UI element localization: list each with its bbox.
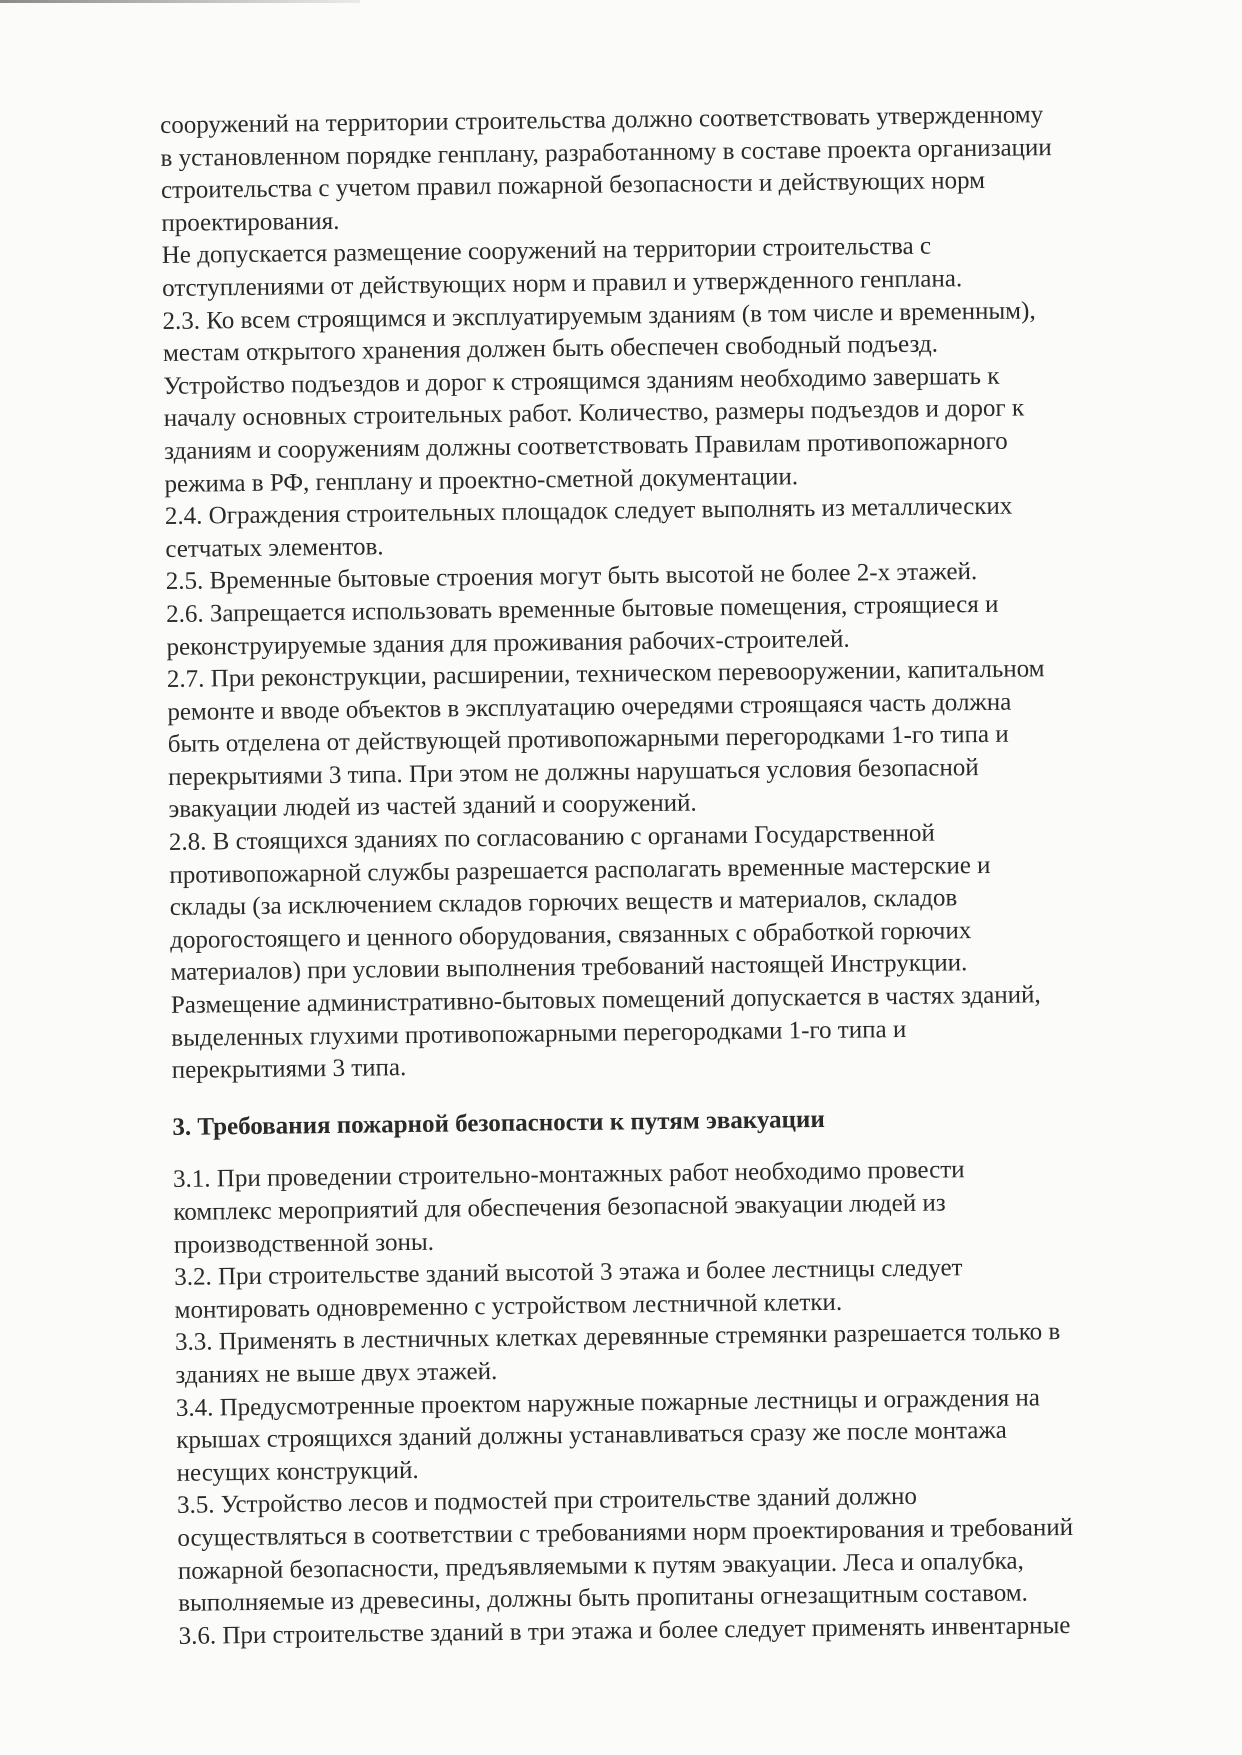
- text-line: 3.2. При строительстве зданий высотой 3 этажа и более лестницы следует: [174, 1254, 963, 1292]
- text-line: местам открытого хранения должен быть обеспечен свободный подъезд.: [162, 330, 939, 368]
- text-line: зданиях не выше двух этажей.: [175, 1357, 498, 1389]
- text-line: проектирования.: [161, 207, 340, 237]
- text-line: 3.4. Предусмотренные проектом наружные пожарные лестницы и ограждения на: [175, 1383, 1041, 1422]
- text-line: сетчатых элементов.: [165, 533, 384, 563]
- text-line: строительства с учетом правил пожарной безопасности и действующих норм: [160, 167, 986, 205]
- text-line: перекрытиями 3 типа. При этом не должны нарушаться условия безопасной: [167, 753, 979, 791]
- text-line: сооружений на территории строительства должно соответствовать утвержденному: [160, 101, 1044, 139]
- text-line: реконструируемые здания для проживания рабочих-строителей.: [166, 625, 850, 661]
- text-line: 2.4. Ограждения строительных площадок следует выполнять из металлических: [164, 492, 1013, 531]
- text-line: быть отделена от действующей противопожарными перегородками 1-го типа и: [167, 720, 1009, 759]
- text-line: 2.8. В стоящихся зданиях по согласованию с органами Государственной: [168, 819, 936, 857]
- text-line: режима в РФ, генплану и проектно-сметной документации.: [164, 462, 799, 498]
- text-line: крышах строящихся зданий должны устанавливаться сразу же после монтажа: [176, 1416, 1007, 1455]
- text-line: отступлениями от действующих норм и правил и утвержденного генплана.: [162, 265, 963, 302]
- text-line: 2.6. Запрещается использовать временные бытовые помещения, строящиеся и: [165, 590, 999, 628]
- text-line: противопожарной службы разрешается располагать временные мастерские и: [169, 851, 991, 889]
- text-line: 3.6. При строительстве зданий в три этажа и более следует применять инвентарные: [178, 1611, 1071, 1650]
- text-line: 3.5. Устройство лесов и подмостей при строительстве зданий должно: [176, 1483, 918, 1520]
- text-line: в установленном порядке генплану, разработанному в составе проекта организации: [160, 133, 1052, 172]
- text-line: дорогостоящего и ценного оборудования, связанных с обработкой горючих: [169, 916, 972, 954]
- text-line: эвакуации людей из частей зданий и сооружений.: [168, 789, 697, 824]
- text-line: комплекс мероприятий для обеспечения безопасной эвакуации людей из: [173, 1189, 946, 1226]
- text-line: монтировать одновременно с устройством лестничной клетки.: [174, 1288, 843, 1324]
- text-line: 2.3. Ко всем строящимся и эксплуатируемым зданиям (в том числе и временным),: [162, 296, 1036, 335]
- text-line: склады (за исключением складов горючих веществ и материалов, складов: [169, 884, 958, 922]
- text-line: пожарной безопасности, предъявляемыми к путям эвакуации. Леса и опалубка,: [177, 1547, 1024, 1585]
- text-line: производственной зоны.: [173, 1228, 435, 1259]
- scan-edge-shadow: [0, 0, 360, 3]
- text-line: 2.7. При реконструкции, расширении, техническом перевооружении, капитальном: [166, 655, 1045, 694]
- text-line: перекрытиями 3 типа.: [171, 1054, 407, 1085]
- text-line: выделенных глухими противопожарными перегородками 1-го типа и: [171, 1015, 907, 1052]
- text-line: материалов) при условии выполнения требований настоящей Инструкции.: [170, 949, 968, 987]
- text-line: 3.1. При проведении строительно-монтажных работ необходимо провести: [172, 1156, 965, 1194]
- text-line: несущих конструкций.: [176, 1456, 419, 1487]
- section-heading: 3. Требования пожарной безопасности к путям эвакуации: [172, 1105, 825, 1141]
- text-line: Размещение административно-бытовых помещений допускается в частях зданий,: [170, 981, 1041, 1019]
- text-line: 2.5. Временные бытовые строения могут быть высотой не более 2-х этажей.: [165, 558, 978, 596]
- text-line: осуществляться в соответствии с требованиями норм проектирования и требований: [177, 1513, 1074, 1552]
- document-body: [160, 98, 1165, 1653]
- text-line: выполняемые из древесины, должны быть пропитаны огнезащитным составом.: [178, 1579, 1028, 1618]
- text-line: зданиям и сооружениям должны соответствовать Правилам противопожарного: [164, 427, 1008, 465]
- text-line: 3.3. Применять в лестничных клетках деревянные стремянки разрешается только в: [174, 1318, 1061, 1357]
- text-line: Устройство подъездов и дорог к строящимся зданиям необходимо завершать к: [163, 362, 1000, 400]
- text-line: Не допускается размещение сооружений на территории строительства с: [161, 232, 932, 270]
- text-line: началу основных строительных работ. Количество, размеры подъездов и дорог к: [163, 394, 1025, 433]
- text-line: ремонте и вводе объектов в эксплуатацию очередями строящаяся часть должна: [167, 688, 1012, 726]
